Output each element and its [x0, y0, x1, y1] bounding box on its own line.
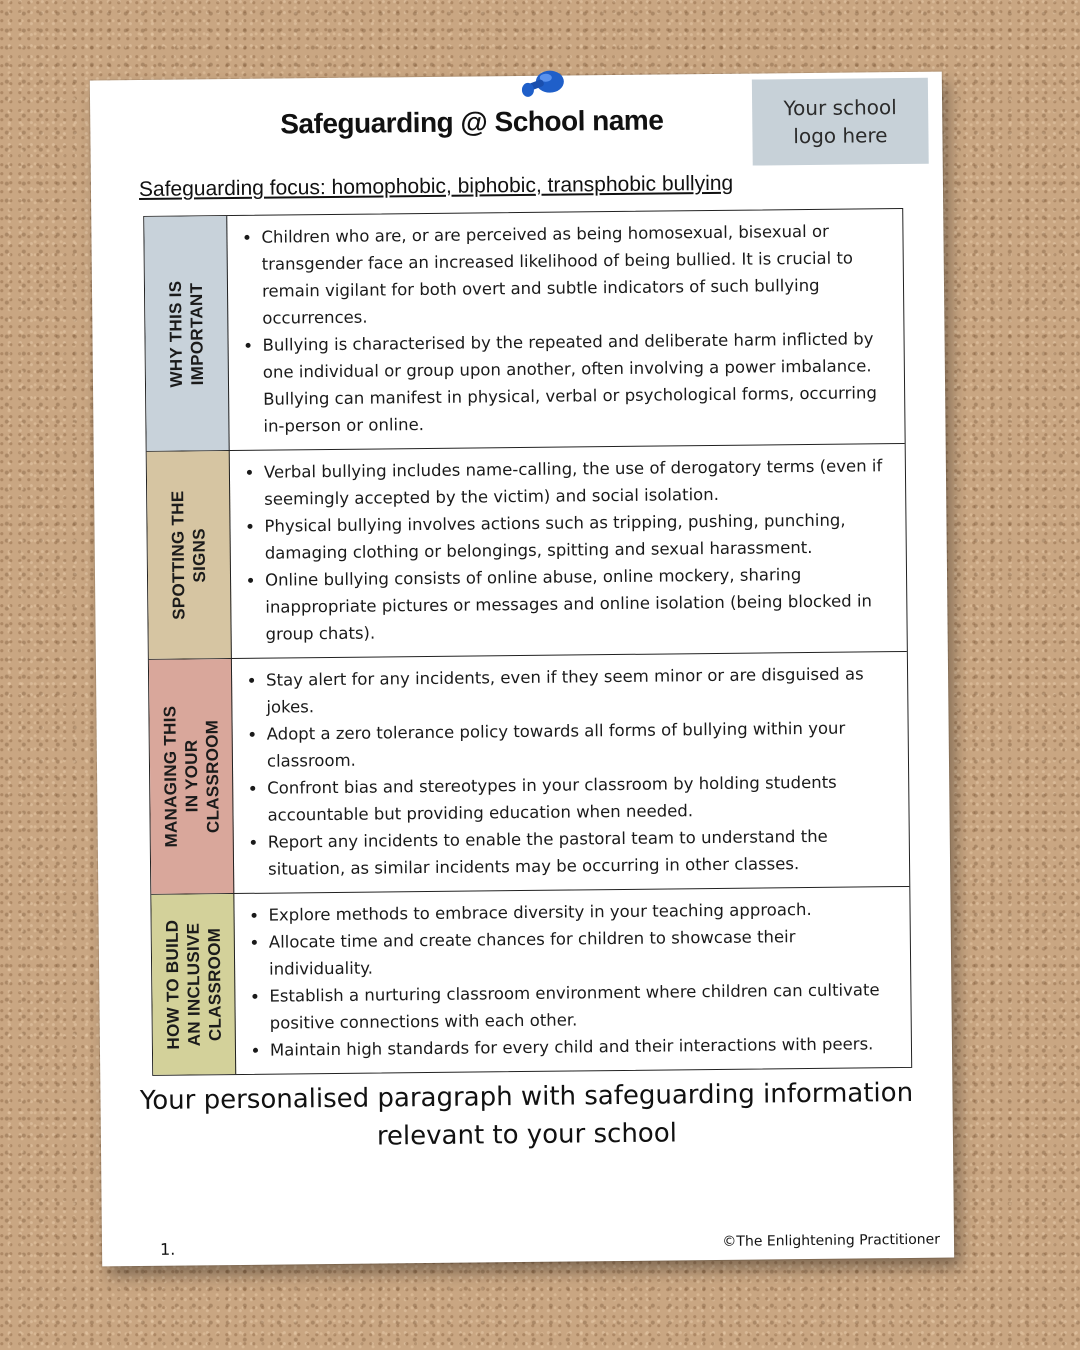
bullet-item: • Children who are, or are perceived as being homosexual, bisexual or transgender face an increased likelihood of being bullied. It is crucial to remain vigilant for both overt and subtle indicators of such bullying occurrences. [261, 217, 891, 332]
bullet-item: • Verbal bullying includes name-calling, the use of derogatory terms (even if seemingly accepted by the victim) and social isolation. [264, 452, 894, 513]
bullet-list [244, 660, 897, 883]
bullet-list [239, 217, 892, 440]
section-content [227, 209, 904, 450]
bullet-item: • Adopt a zero tolerance policy towards all forms of bullying within your classroom. [267, 714, 897, 775]
bullet-item: • Explore methods to embrace diversity in your teaching approach. [268, 895, 897, 929]
safeguarding-table [143, 208, 912, 1076]
personalised-paragraph-placeholder: Your personalised paragraph with safeguarding information relevant to your school [139, 1077, 914, 1152]
copyright-notice: ©The Enlightening Practitioner [722, 1231, 941, 1250]
bullet-list [246, 895, 899, 1064]
bullet-item: • Bullying is characterised by the repeated and deliberate harm inflicted by one individual or group upon another, often involving a power imbalance. Bullying can manifest in physical, verbal or psychological forms, occurring in-person or online. [262, 325, 892, 440]
row-managing-classroom [149, 651, 909, 894]
row-spotting-signs [147, 443, 907, 659]
bullet-item: • Establish a nurturing classroom environment where children can cultivate positive connections with each other. [269, 976, 899, 1037]
section-label: HOW TO BUILD AN INCLUSIVE CLASSROOM [162, 919, 225, 1050]
section-content [234, 887, 911, 1074]
school-logo-placeholder: Your school logo here [752, 78, 929, 166]
bullet-item: • Confront bias and stereotypes in your classroom by holding students accountable but providing education when needed. [267, 768, 897, 829]
side-label-cell [144, 216, 229, 451]
side-label-cell [151, 894, 236, 1075]
section-label: SPOTTING THE SIGNS [168, 490, 210, 620]
section-label: MANAGING THIS IN YOUR CLASSROOM [159, 705, 223, 848]
bullet-item: • Online bullying consists of online abuse, online mockery, sharing inappropriate pictures or messages and online isolation (being blocked in group chats). [265, 560, 895, 648]
bullet-item: • Maintain high standards for every child and their interactions with peers. [270, 1030, 899, 1064]
bullet-item: • Physical bullying involves actions such as tripping, pushing, punching, damaging clothing or belongings, spitting and sexual harassment. [264, 506, 894, 567]
document-page [90, 72, 954, 1267]
section-content [230, 444, 907, 658]
bullet-list [242, 452, 895, 648]
safeguarding-focus-heading: Safeguarding focus: homophobic, biphobic, transphobic bullying [138, 171, 734, 201]
bullet-item: • Allocate time and create chances for children to showcase their individuality. [269, 922, 899, 983]
section-label: WHY THIS IS IMPORTANT [165, 280, 208, 388]
bullet-item: • Stay alert for any incidents, even if they seem minor or are disguised as jokes. [266, 660, 896, 721]
row-inclusive-classroom [151, 886, 911, 1075]
side-label-cell [147, 451, 232, 659]
bullet-item: • Report any incidents to enable the pastoral team to understand the situation, as similar incidents may be occurring in other classes. [268, 822, 898, 883]
page-title: Safeguarding @ School name [280, 104, 664, 140]
page-number: 1. [159, 1239, 176, 1259]
section-content [232, 652, 909, 893]
row-why-important [144, 209, 904, 451]
push-pin-icon [520, 65, 568, 100]
side-label-cell [149, 659, 234, 894]
